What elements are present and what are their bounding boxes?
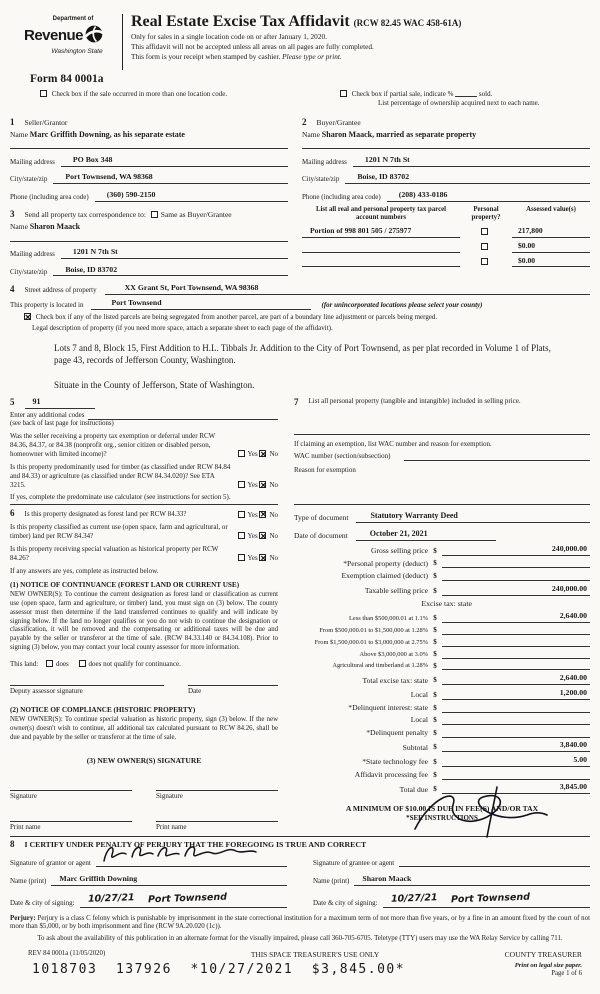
tax-row-label: Local <box>410 715 428 725</box>
correspondence-city-field[interactable]: Boise, ID 83702 <box>53 265 288 277</box>
dollar-sign: $ <box>433 728 437 737</box>
seller-phone-field[interactable]: (360) 590-2150 <box>95 190 288 202</box>
header <box>10 8 590 70</box>
dollar-sign: $ <box>433 614 437 623</box>
notice-compliance-title: (2) NOTICE OF COMPLIANCE (HISTORIC PROPERTY) <box>10 706 196 715</box>
no-label: No <box>269 532 278 541</box>
grantor-date-city-field[interactable] <box>80 893 287 907</box>
grantee-name-print-label: Name (print) <box>313 877 350 886</box>
header-note-1: Only for sales in a single location code on or after January 1, 2020. <box>131 31 327 41</box>
title-rcw: (RCW 82.45 WAC 458-61A) <box>353 18 462 28</box>
header-note-3: This form is your receipt when stamped by cashier. Please type or print. <box>131 52 342 62</box>
grantee-name-print-field[interactable]: Sharon Maack <box>354 874 590 886</box>
dollar-sign: $ <box>433 743 437 752</box>
question-exemption-deferral: Was the seller receiving a property tax exemption or deferral under RCW 84.36, 84.37, or 84.38 (nonprofit org., senior citizen or disabled person, homeowner with limited income)? <box>10 432 216 459</box>
parcel-number-field[interactable]: Portion of 998 801 505 / 275977 <box>302 226 460 238</box>
tax-row-label: *Delinquent penalty <box>366 727 428 737</box>
grantee-signature-label: Signature of grantee or agent <box>313 858 395 867</box>
yes-label: Yes <box>247 510 258 519</box>
certification-section <box>10 836 590 908</box>
does-not-qualify-checkbox[interactable] <box>79 660 86 667</box>
excise-tax-state-heading: Excise tax: state <box>421 598 472 608</box>
revenue-swirl-icon <box>84 24 104 48</box>
section-4-number: 4 <box>10 283 15 294</box>
same-as-buyer-checkbox[interactable] <box>151 211 158 218</box>
tier3-tax-field[interactable] <box>442 638 590 647</box>
affidavit-processing-fee-field[interactable] <box>442 771 590 780</box>
tax-row-label: Subtotal <box>402 742 428 752</box>
treasurer-use-label: THIS SPACE TREASURER'S USE ONLY <box>250 950 380 960</box>
correspondence-label: Send all property tax correspondence to: <box>24 209 146 219</box>
tax-row-label: From $1,500,000.01 to $3,000,000 at 2.75% <box>314 638 428 646</box>
buyer-name-label: Name <box>302 130 320 140</box>
dollar-sign: $ <box>433 586 437 595</box>
legal-description-label: Legal description of property (if you need more space, attach a separate sheet to each page of the affidavit). <box>32 324 333 333</box>
situate-text: Situate in the County of Jefferson, State of Washington. <box>54 379 255 390</box>
q1-yes-checkbox[interactable] <box>238 450 245 457</box>
correspondence-name-value[interactable]: Sharon Maack <box>29 222 81 232</box>
date-label: Date <box>188 687 202 696</box>
does-label: does <box>55 660 69 669</box>
subtotal-field[interactable]: 3,840.00 <box>442 740 590 752</box>
tax-row-label: From $500,000.01 to $1,500,000 at 1.28% <box>319 626 428 634</box>
buyer-phone-field[interactable]: (208) 433-0186 <box>387 190 590 202</box>
perjury-body: Perjury is a class C felony which is punishable by imprisonment in the state correctional institution for a maximum term of not more than five years, or by a fine in an amount fixed by the court of not more than $5,000, or by both imprisonment and fine (RCW 9A.20.020 (1c)). <box>10 914 590 931</box>
parcel-number-field-3[interactable] <box>302 258 460 267</box>
deputy-date-line[interactable] <box>188 685 278 696</box>
parcel-row <box>302 241 590 253</box>
dollar-sign: $ <box>433 785 437 794</box>
see-back-note: (see back of last page for instructions) <box>10 419 114 427</box>
partial-sale-sold-label: sold. <box>478 89 493 98</box>
partial-sale-percent-field[interactable] <box>455 90 477 97</box>
multi-location-checkbox[interactable] <box>40 90 47 97</box>
seller-section <box>10 117 288 277</box>
section-6-number: 6 <box>10 507 15 518</box>
signature-label: Signature <box>156 792 183 801</box>
segregated-checkbox[interactable] <box>24 313 31 320</box>
taxable-selling-price-field[interactable]: 240,000.00 <box>442 584 590 596</box>
q3-no-checkbox[interactable] <box>259 511 266 518</box>
section-7-tax-column <box>294 397 590 832</box>
no-label: No <box>269 450 278 459</box>
grantee-date-handwriting: 10/27/21 <box>390 892 438 906</box>
grantee-signature-block <box>313 850 590 907</box>
personal-property-field[interactable] <box>294 409 590 435</box>
section-1-number: 1 <box>10 116 15 127</box>
this-land-label: This land: <box>10 660 39 669</box>
total-due-field[interactable]: 3,845.00 <box>442 782 590 794</box>
tax-row-label: Less than $500,000.01 at 1.1% <box>349 615 428 623</box>
local-tax-field[interactable]: 1,200.00 <box>442 688 590 700</box>
new-owners-signature-heading: (3) NEW OWNER(S) SIGNATURE <box>86 756 202 766</box>
dollar-sign: $ <box>433 661 437 670</box>
reason-exemption-field[interactable] <box>294 475 590 505</box>
q1-no-checkbox[interactable] <box>259 450 266 457</box>
yes-label: Yes <box>247 554 258 563</box>
additional-codes-field[interactable] <box>88 412 278 420</box>
grantor-city-handwriting: Port Townsend <box>147 892 228 906</box>
perjury-notice <box>10 914 590 933</box>
question-current-use: Is this property classified as current use (open space, farm and agricultural, or timber) land per RCW 84.34? <box>10 523 228 541</box>
see-instructions-note: *SEE INSTRUCTIONS <box>406 814 478 823</box>
same-as-buyer-label: Same as Buyer/Grantee <box>160 209 232 219</box>
dollar-sign: $ <box>433 703 437 712</box>
partial-sale-checkbox[interactable] <box>340 90 347 97</box>
assessed-value-field-1[interactable]: 217,800 <box>512 226 590 238</box>
minimum-fee-note: A MINIMUM OF $10.00 IS DUE IN FEE(S) AND/OR TAX <box>345 804 539 814</box>
header-note-2: This affidavit will not be accepted unless all areas on all pages are fully completed. <box>131 42 374 52</box>
section-2-number: 2 <box>302 116 307 127</box>
dollar-sign: $ <box>433 637 437 646</box>
tax-row-label: Above $3,000,000 at 3.0% <box>359 650 428 658</box>
owner-print-name-line-2[interactable] <box>156 821 278 832</box>
notice-compliance-body: NEW OWNER(S): To continue special valuation as historic property, sign (3) below. If the new owner(s) doesn't wish to continue, all additional tax calculated pursuant to RCW 84.26, shall be due and payable by the seller or transferor at the time of sale. <box>10 716 278 741</box>
parcel-row <box>302 226 590 238</box>
no-label: No <box>269 554 278 563</box>
does-qualify-checkbox[interactable] <box>46 660 53 667</box>
assessed-value-field-3[interactable]: $0.00 <box>512 256 590 268</box>
grantee-date-city-field[interactable] <box>383 893 590 907</box>
revenue-logo <box>10 8 118 70</box>
yes-label: Yes <box>247 532 258 541</box>
q4-yes-checkbox[interactable] <box>238 532 245 539</box>
buyer-name-value[interactable]: Sharon Maack, married as separate property <box>321 130 477 140</box>
q4-no-checkbox[interactable] <box>259 532 266 539</box>
buyer-heading: Buyer/Grantee <box>316 117 361 127</box>
no-label: No <box>269 510 278 519</box>
location-code-field[interactable]: 91 <box>25 397 95 408</box>
tax-row-label: Local <box>410 690 428 700</box>
grantor-signature-label: Signature of grantor or agent <box>10 858 91 867</box>
wac-number-label: WAC number (section/subsection) <box>294 451 391 460</box>
section-5-6-column <box>10 397 278 832</box>
segregated-label: Check box if any of the listed parcels are being segregated from another parcel, are part of a boundary line adjustment or parcels being merged. <box>35 313 438 322</box>
parcel-col3-header: Assessed value(s) <box>526 205 576 213</box>
treasurer-stamp: 1018703 137926 *10/27/2021 $3,845.00* <box>32 961 406 977</box>
personal-property-deduct-field[interactable] <box>442 559 590 568</box>
if-yes-note: If yes, complete the predominate use calculator (see instructions for section 5). <box>10 492 231 501</box>
grantor-date-city-label: Date & city of signing: <box>10 898 75 907</box>
located-note: (for unincorporated locations please select your county) <box>321 301 483 310</box>
delinquent-interest-state-field[interactable] <box>442 704 590 713</box>
seller-name-value[interactable]: Marc Griffith Downing, as his separate estate <box>29 130 185 140</box>
print-name-label: Print name <box>156 822 187 831</box>
correspondence-mailing-field[interactable]: 1201 N 7th St <box>61 247 288 259</box>
partial-sale-note: List percentage of ownership acquired next to each name. <box>378 98 540 107</box>
dollar-sign: $ <box>433 716 437 725</box>
if-any-yes-note: If any answers are yes, complete as instructed below. <box>10 567 159 576</box>
grantor-signature-block <box>10 850 287 907</box>
seller-phone-label: Phone (including area code) <box>10 192 89 201</box>
exemption-claimed-field[interactable] <box>442 572 590 581</box>
wac-number-field[interactable] <box>404 452 590 461</box>
multi-location-label: Check box if the sale occurred in more than one location code. <box>51 89 228 98</box>
tier1-tax-field[interactable]: 2,640.00 <box>442 611 590 623</box>
dollar-sign: $ <box>433 571 437 580</box>
q5-yes-checkbox[interactable] <box>238 554 245 561</box>
state-technology-fee-field[interactable]: 5.00 <box>442 755 590 767</box>
grantee-city-handwriting: Port Townsend <box>450 892 531 906</box>
total-excise-state-field[interactable]: 2,640.00 <box>442 673 590 685</box>
buyer-city-field[interactable]: Boise, ID 83702 <box>345 172 590 184</box>
correspondence-mailing-label: Mailing address <box>10 250 55 259</box>
parcel-col1-header: List all real and personal property tax parcel account numbers <box>315 205 447 222</box>
question-timber-agriculture: Is this property predominantly used for timber (as classified under RCW 84.84 and 84.33) or agriculture (as classified under RCW 84.34.020)? See ETA 3215. <box>10 463 231 490</box>
located-in-field[interactable]: Port Townsend <box>91 298 311 310</box>
located-in-label: This property is located in <box>10 301 84 310</box>
seller-city-field[interactable]: Port Townsend, WA 98368 <box>53 172 288 184</box>
dollar-sign: $ <box>433 758 437 767</box>
buyer-mailing-field[interactable]: 1201 N 7th St <box>353 155 590 167</box>
revision-number: REV 84 0001a (11/05/2020) <box>28 950 106 958</box>
street-address-label: Street address of property <box>24 285 97 294</box>
question-historic-property: Is this property receiving special valuation as historical property per RCW 84.26? <box>10 545 219 563</box>
partial-sale-label: Check box if partial sale, indicate % <box>351 89 454 98</box>
dollar-sign: $ <box>433 676 437 685</box>
logo-revenue-text: Revenue <box>23 27 84 45</box>
grantee-date-city-label: Date & city of signing: <box>313 898 378 907</box>
owner-signature-line-1[interactable] <box>10 790 132 801</box>
print-name-label: Print name <box>10 822 41 831</box>
grantor-name-print-label: Name (print) <box>10 877 47 886</box>
does-not-label: does not qualify for continuance. <box>88 660 181 669</box>
grantor-date-handwriting: 10/27/21 <box>87 892 135 906</box>
q5-no-checkbox[interactable] <box>259 554 266 561</box>
section-7-number: 7 <box>294 397 299 408</box>
tax-row-label: *Personal property (deduct) <box>343 558 428 568</box>
question-forest-land: Is this property designated as forest land per RCW 84.33? <box>24 509 187 518</box>
tax-row-label: Total excise tax: state <box>362 675 428 685</box>
yes-label: Yes <box>247 481 258 490</box>
q3-yes-checkbox[interactable] <box>238 511 245 518</box>
parcel-row <box>302 256 590 268</box>
section-8-number: 8 <box>10 838 15 849</box>
tax-row-label: Affidavit processing fee <box>354 769 428 779</box>
certify-statement: I CERTIFY UNDER PENALTY OF PERJURY THAT THE FOREGOING IS TRUE AND CORRECT <box>24 839 367 849</box>
type-of-document-field[interactable]: Statutory Warranty Deed <box>356 511 590 523</box>
header-divider <box>122 14 123 70</box>
buyer-city-label: City/state/zip <box>302 175 340 184</box>
seller-heading: Seller/Grantor <box>24 117 68 127</box>
date-of-document-label: Date of document <box>294 531 348 541</box>
parcel-number-field-2[interactable] <box>302 244 460 253</box>
deputy-assessor-signature-line[interactable] <box>10 685 164 696</box>
date-of-document-field[interactable]: October 21, 2021 <box>356 529 496 541</box>
assessed-value-field-2[interactable]: $0.00 <box>512 241 590 253</box>
form-number: Form 84 0001a <box>30 73 104 85</box>
buyer-mailing-label: Mailing address <box>302 157 347 166</box>
dollar-sign: $ <box>433 559 437 568</box>
dollar-sign: $ <box>433 626 437 635</box>
alternate-format-note: To ask about the availability of this publication in an alternate format for the visually impaired, please call 360-705-6705. Teletype (TTY) users may use the WA Relay Service by calling 711. <box>37 935 563 943</box>
notice-continuance-title: (1) NOTICE OF CONTINUANCE (FOREST LAND OR CURRENT USE) <box>10 581 240 590</box>
tax-row-label: Taxable selling price <box>364 585 428 595</box>
tier4-tax-field[interactable] <box>442 650 590 659</box>
seller-mailing-label: Mailing address <box>10 157 55 166</box>
no-label: No <box>269 481 278 490</box>
personal-property-label: List all personal property (tangible and intangible) included in selling price. <box>308 397 521 406</box>
buyer-section <box>302 117 590 277</box>
dollar-sign: $ <box>433 770 437 779</box>
tax-row-label: Total due <box>399 784 428 794</box>
legal-description-text[interactable]: Lots 7 and 8, Block 15, First Addition to H.L. Tibbals Jr. Addition to the City of Port Townsend, as per plat recorded in Volume 1 of Plats, page 43, records of Jefferson County, Washington. <box>54 343 551 366</box>
personal-property-checkbox-2[interactable] <box>481 243 488 250</box>
personal-property-checkbox-1[interactable] <box>481 228 488 235</box>
correspondence-name-label: Name <box>10 222 28 232</box>
correspondence-section <box>10 209 288 221</box>
additional-codes-label: Enter any additional codes <box>10 410 85 419</box>
exemption-note: If claiming an exemption, list WAC number and reason for exemption. <box>294 439 492 448</box>
tax-row-label: *Delinquent interest: state <box>348 702 428 712</box>
delinquent-interest-local-field[interactable] <box>442 716 590 725</box>
owner-print-name-line-1[interactable] <box>10 821 132 832</box>
correspondence-city-label: City/state/zip <box>10 267 48 276</box>
buyer-phone-label: Phone (including area code) <box>302 192 381 201</box>
correspondence-name-rule <box>10 241 288 242</box>
page-number: Page 1 of 6 <box>551 970 582 978</box>
gross-selling-price-field[interactable]: 240,000.00 <box>442 544 590 556</box>
grantee-signature-scribble <box>409 813 549 872</box>
notice-continuance-body: NEW OWNER(S): To continue the current designation as forest land or classification as current use (open space, farm and agriculture, or timber) land, you must sign on (3) below. The county assessor must then determine if the land transferred continues to qualify and will indicate by signing below. If the land no longer qualifies or you do not wish to continue the designation or classification, it will be removed and the compensating or additional taxes will be due and payable by the seller or transferor at the time of sale. (RCW 84.33.140 or 84.34.108). Prior to signing (3) below, you may contact your local county assessor for more information. <box>10 591 278 651</box>
section-5-number: 5 <box>10 397 15 408</box>
footer <box>10 950 590 979</box>
grantor-name-print-field[interactable]: Marc Griffith Downing <box>51 874 287 886</box>
tax-row-label: Exemption claimed (deduct) <box>341 571 428 581</box>
grantor-signature-field[interactable] <box>96 857 287 867</box>
legal-paper-note: Print on legal size paper. <box>514 961 582 969</box>
dollar-sign: $ <box>433 691 437 700</box>
buyer-name-rule <box>302 148 590 149</box>
section-5-rule <box>10 504 278 505</box>
owner-signature-line-2[interactable] <box>156 790 278 801</box>
seller-name-label: Name <box>10 130 28 140</box>
q2-no-checkbox[interactable] <box>259 481 266 488</box>
section-3-number: 3 <box>10 208 15 219</box>
personal-property-checkbox-3[interactable] <box>481 258 488 265</box>
page-title: Real Estate Excise Tax Affidavit (RCW 82.45 WAC 458-61A) <box>131 13 462 30</box>
tax-row-label: *State technology fee <box>362 757 428 767</box>
tax-row-label: Gross selling price <box>371 546 428 556</box>
perjury-label: Perjury: <box>10 913 36 922</box>
dollar-sign: $ <box>433 546 437 555</box>
parcel-col2-header: Personal property? <box>471 205 501 222</box>
property-section <box>10 283 590 391</box>
tax-row-label: Agricultural and timberland at 1.28% <box>332 662 428 670</box>
street-address-field[interactable]: XX Grant St, Port Townsend, WA 98368 <box>105 283 590 295</box>
grantor-signature-scribble <box>100 841 260 870</box>
logo-dept-text: Department of <box>52 16 94 22</box>
seller-city-label: City/state/zip <box>10 175 48 184</box>
yes-label: Yes <box>247 450 258 459</box>
delinquent-penalty-field[interactable] <box>442 729 590 738</box>
grantee-signature-field[interactable] <box>399 857 590 867</box>
signature-label: Signature <box>10 792 37 801</box>
tier2-tax-field[interactable] <box>442 626 590 635</box>
agricultural-tax-field[interactable] <box>442 661 590 670</box>
deputy-assessor-label: Deputy assessor signature <box>10 687 83 696</box>
q2-yes-checkbox[interactable] <box>238 481 245 488</box>
parcel-table <box>302 206 590 268</box>
county-treasurer-label: COUNTY TREASURER <box>504 950 582 960</box>
logo-state-text: Washington State <box>51 47 103 55</box>
reason-exemption-label: Reason for exemption <box>294 465 356 474</box>
dollar-sign: $ <box>433 649 437 658</box>
seller-name-rule <box>10 148 288 149</box>
seller-mailing-field[interactable]: PO Box 348 <box>61 155 288 167</box>
type-of-document-label: Type of document <box>294 513 349 523</box>
